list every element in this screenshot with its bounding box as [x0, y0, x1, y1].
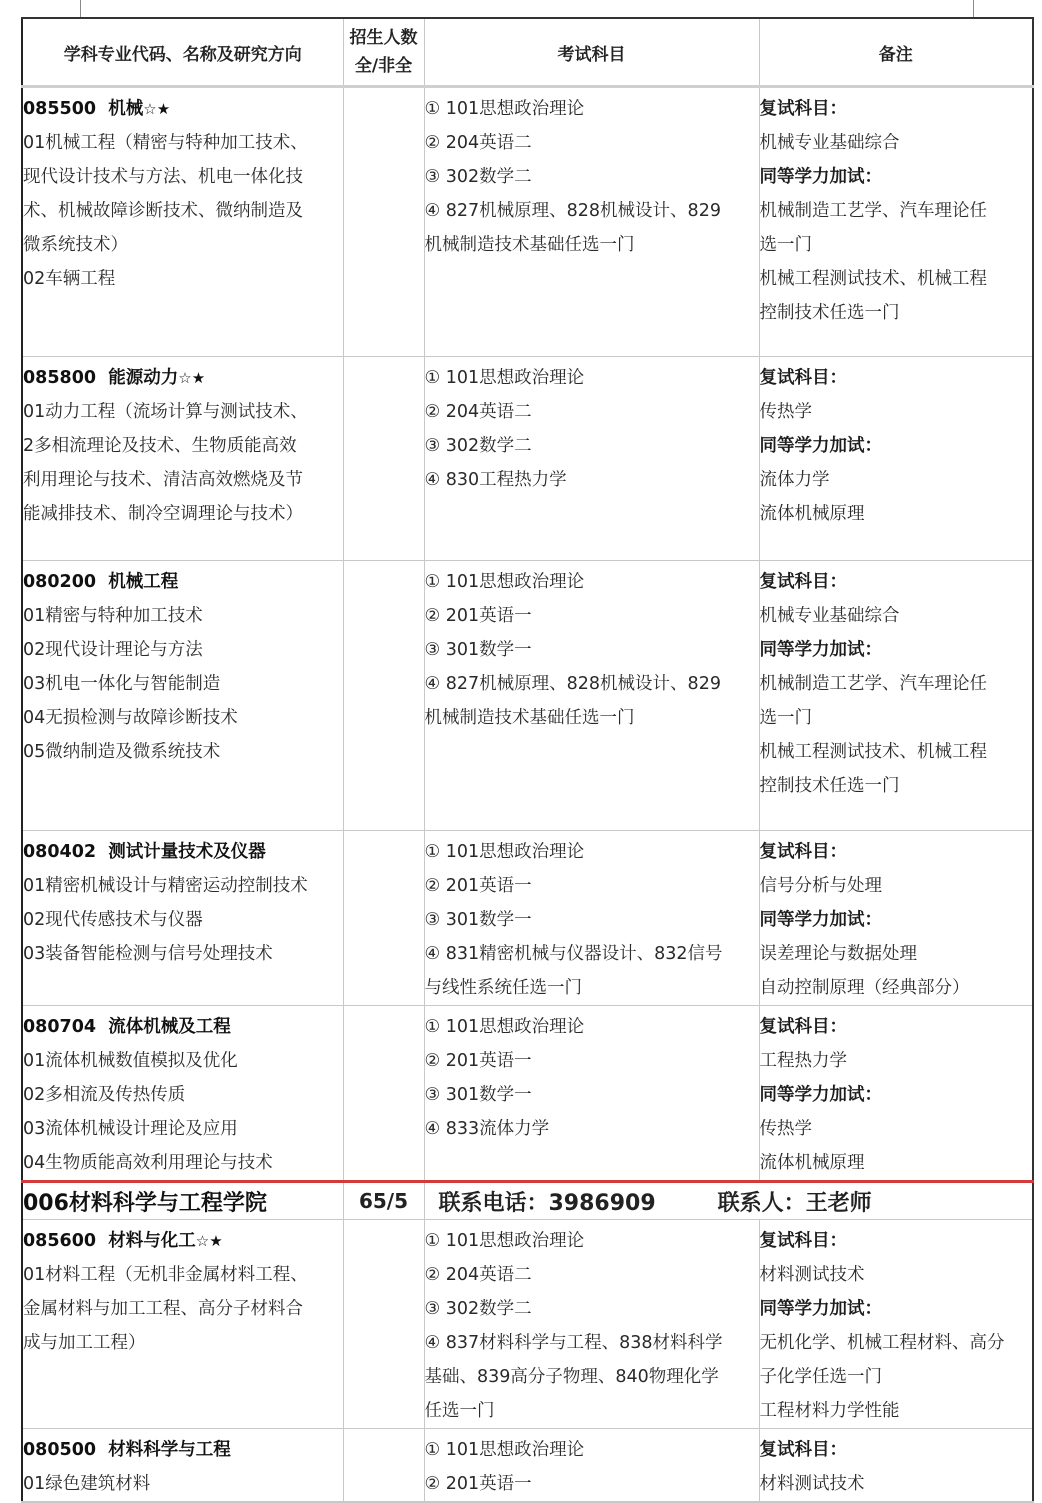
contact-phone: 联系电话：3986909	[438, 1190, 656, 1216]
program-row-080704	[22, 1006, 1033, 1182]
notes-cell	[759, 1006, 1033, 1182]
direction-item: 01机械工程（精密与特种加工技术、	[23, 133, 308, 153]
equivalent-item: 机械制造工艺学、汽车理论任	[759, 201, 987, 221]
subject-item: ④ 833流体力学	[424, 1119, 550, 1139]
subject-item: 机械制造技术基础任选一门	[424, 708, 635, 728]
program-code-name: 080402 测试计量技术及仪器	[23, 842, 266, 862]
retest-item: 工程热力学	[759, 1051, 847, 1071]
edge-line-right	[973, 0, 974, 18]
direction-item: 02车辆工程	[23, 269, 116, 289]
quota-cell	[343, 831, 424, 1006]
direction-item: 金属材料与加工工程、高分子材料合	[23, 1299, 303, 1319]
direction-item: 01材料工程（无机非金属材料工程、	[23, 1265, 308, 1285]
notes-cell	[759, 1429, 1033, 1503]
direction-item: 04生物质能高效利用理论与技术	[23, 1153, 273, 1173]
retest-item: 传热学	[759, 402, 812, 422]
quota-cell	[343, 1006, 424, 1182]
department-name: 006材料科学与工程学院	[22, 1182, 343, 1220]
subject-item: ③ 301数学一	[424, 910, 532, 930]
contact-person: 联系人：王老师	[717, 1190, 872, 1216]
subject-item: ① 101思想政治理论	[424, 1231, 585, 1251]
notes-cell	[759, 561, 1033, 831]
quota-cell	[343, 1220, 424, 1429]
retest-label: 复试科目：	[759, 572, 847, 592]
notes-cell	[759, 831, 1033, 1006]
equivalent-label: 同等学力加试：	[759, 436, 882, 456]
subjects-cell	[424, 561, 759, 831]
subject-item: ① 101思想政治理论	[424, 1440, 585, 1460]
program-cell	[22, 1220, 343, 1429]
program-row-085500	[22, 87, 1033, 357]
subject-item: ③ 301数学一	[424, 1085, 532, 1105]
retest-item: 材料测试技术	[759, 1265, 865, 1285]
subject-item: ② 201英语一	[424, 606, 532, 626]
admissions-table	[21, 17, 1034, 1503]
header-quota-line1: 招生人数	[349, 28, 418, 48]
subject-item: ④ 837材料科学与工程、838材料科学	[424, 1333, 723, 1353]
direction-item: 02现代传感技术与仪器	[23, 910, 203, 930]
subject-item: ① 101思想政治理论	[424, 368, 585, 388]
subject-item: ② 201英语一	[424, 1051, 532, 1071]
subject-item: ④ 830工程热力学	[424, 470, 567, 490]
subject-item: ③ 302数学二	[424, 1299, 532, 1319]
equivalent-item: 机械工程测试技术、机械工程	[759, 269, 987, 289]
program-cell	[22, 831, 343, 1006]
direction-item: 01流体机械数值模拟及优化	[23, 1051, 238, 1071]
retest-label: 复试科目：	[759, 1440, 847, 1460]
star-icons: ☆★	[178, 369, 206, 387]
direction-item: 成与加工工程）	[23, 1333, 146, 1353]
subject-item: 任选一门	[424, 1401, 495, 1421]
department-quota: 65/5	[343, 1182, 424, 1220]
subject-item: ② 204英语二	[424, 1265, 532, 1285]
equivalent-item: 选一门	[759, 708, 812, 728]
subjects-cell	[424, 87, 759, 357]
program-row-085800	[22, 357, 1033, 561]
subject-item: 与线性系统任选一门	[424, 978, 582, 998]
equivalent-item: 选一门	[759, 235, 812, 255]
header-program: 学科专业代码、名称及研究方向	[22, 18, 343, 87]
program-cell	[22, 561, 343, 831]
department-contact	[424, 1182, 1033, 1220]
program-code-name: 085800 能源动力☆★	[23, 368, 206, 388]
subject-item: 机械制造技术基础任选一门	[424, 235, 635, 255]
notes-cell	[759, 357, 1033, 561]
notes-cell	[759, 1220, 1033, 1429]
subject-item: ③ 302数学二	[424, 436, 532, 456]
equivalent-item: 误差理论与数据处理	[759, 944, 917, 964]
retest-item: 机械专业基础综合	[759, 133, 900, 153]
department-row	[22, 1182, 1033, 1220]
direction-item: 2多相流理论及技术、生物质能高效	[23, 436, 297, 456]
direction-item: 02多相流及传热传质	[23, 1085, 186, 1105]
subject-item: ① 101思想政治理论	[424, 99, 585, 119]
direction-item: 01精密机械设计与精密运动控制技术	[23, 876, 308, 896]
equivalent-item: 流体机械原理	[759, 1153, 865, 1173]
equivalent-item: 控制技术任选一门	[759, 303, 900, 323]
subject-item: ③ 301数学一	[424, 640, 532, 660]
subjects-cell	[424, 1006, 759, 1182]
equivalent-item: 控制技术任选一门	[759, 776, 900, 796]
subject-item: ① 101思想政治理论	[424, 842, 585, 862]
program-row-080200	[22, 561, 1033, 831]
quota-cell	[343, 357, 424, 561]
quota-cell	[343, 87, 424, 357]
subject-item: ① 101思想政治理论	[424, 572, 585, 592]
direction-item: 03装备智能检测与信号处理技术	[23, 944, 273, 964]
equivalent-item: 机械工程测试技术、机械工程	[759, 742, 987, 762]
equivalent-label: 同等学力加试：	[759, 167, 882, 187]
retest-item: 材料测试技术	[759, 1474, 865, 1494]
equivalent-label: 同等学力加试：	[759, 1085, 882, 1105]
header-quota	[343, 18, 424, 87]
subject-item: ④ 827机械原理、828机械设计、829	[424, 201, 721, 221]
retest-label: 复试科目：	[759, 1017, 847, 1037]
equivalent-label: 同等学力加试：	[759, 1299, 882, 1319]
equivalent-item: 无机化学、机械工程材料、高分	[759, 1333, 1005, 1353]
direction-item: 利用理论与技术、清洁高效燃烧及节	[23, 470, 303, 490]
subject-item: ② 204英语二	[424, 402, 532, 422]
direction-item: 01精密与特种加工技术	[23, 606, 203, 626]
direction-item: 04无损检测与故障诊断技术	[23, 708, 238, 728]
subject-item: ② 204英语二	[424, 133, 532, 153]
quota-cell	[343, 1429, 424, 1503]
header-quota-line2: 全/非全	[354, 56, 413, 76]
retest-label: 复试科目：	[759, 368, 847, 388]
header-subjects: 考试科目	[424, 18, 759, 87]
star-icons: ☆★	[143, 100, 171, 118]
direction-item: 03流体机械设计理论及应用	[23, 1119, 238, 1139]
direction-item: 能减排技术、制冷空调理论与技术）	[23, 504, 303, 524]
program-row-080402	[22, 831, 1033, 1006]
direction-item: 微系统技术）	[23, 235, 128, 255]
subject-item: ④ 827机械原理、828机械设计、829	[424, 674, 721, 694]
equivalent-item: 机械制造工艺学、汽车理论任	[759, 674, 987, 694]
equivalent-label: 同等学力加试：	[759, 640, 882, 660]
subject-item: 基础、839高分子物理、840物理化学	[424, 1367, 719, 1387]
program-row-085600	[22, 1220, 1033, 1429]
equivalent-item: 传热学	[759, 1119, 812, 1139]
program-code-name: 085600 材料与化工☆★	[23, 1231, 223, 1251]
program-code-name: 080200 机械工程	[23, 572, 179, 592]
notes-cell	[759, 87, 1033, 357]
program-code-name: 085500 机械☆★	[23, 99, 171, 119]
quota-cell	[343, 561, 424, 831]
subject-item: ④ 831精密机械与仪器设计、832信号	[424, 944, 723, 964]
retest-label: 复试科目：	[759, 842, 847, 862]
subject-item: ③ 302数学二	[424, 167, 532, 187]
subjects-cell	[424, 831, 759, 1006]
direction-item: 01绿色建筑材料	[23, 1474, 151, 1494]
direction-item: 02现代设计理论与方法	[23, 640, 203, 660]
header-notes: 备注	[759, 18, 1033, 87]
equivalent-item: 工程材料力学性能	[759, 1401, 900, 1421]
direction-item: 术、机械故障诊断技术、微纳制造及	[23, 201, 303, 221]
program-code-name: 080704 流体机械及工程	[23, 1017, 231, 1037]
star-icons: ☆★	[195, 1232, 223, 1250]
equivalent-item: 子化学任选一门	[759, 1367, 882, 1387]
program-cell	[22, 87, 343, 357]
program-cell	[22, 1429, 343, 1503]
program-code-name: 080500 材料科学与工程	[23, 1440, 231, 1460]
subjects-cell	[424, 1429, 759, 1503]
edge-line-left	[80, 0, 81, 18]
retest-label: 复试科目：	[759, 1231, 847, 1251]
retest-item: 信号分析与处理	[759, 876, 882, 896]
program-row-080500	[22, 1429, 1033, 1503]
direction-item: 现代设计技术与方法、机电一体化技	[23, 167, 303, 187]
subjects-cell	[424, 1220, 759, 1429]
table-header-row	[22, 18, 1033, 87]
subject-item: ① 101思想政治理论	[424, 1017, 585, 1037]
program-cell	[22, 1006, 343, 1182]
direction-item: 03机电一体化与智能制造	[23, 674, 221, 694]
equivalent-item: 流体机械原理	[759, 504, 865, 524]
equivalent-item: 流体力学	[759, 470, 830, 490]
retest-label: 复试科目：	[759, 99, 847, 119]
retest-item: 机械专业基础综合	[759, 606, 900, 626]
direction-item: 05微纳制造及微系统技术	[23, 742, 221, 762]
equivalent-item: 自动控制原理（经典部分）	[759, 978, 970, 998]
equivalent-label: 同等学力加试：	[759, 910, 882, 930]
subject-item: ② 201英语一	[424, 1474, 532, 1494]
subjects-cell	[424, 357, 759, 561]
subject-item: ② 201英语一	[424, 876, 532, 896]
direction-item: 01动力工程（流场计算与测试技术、	[23, 402, 308, 422]
program-cell	[22, 357, 343, 561]
